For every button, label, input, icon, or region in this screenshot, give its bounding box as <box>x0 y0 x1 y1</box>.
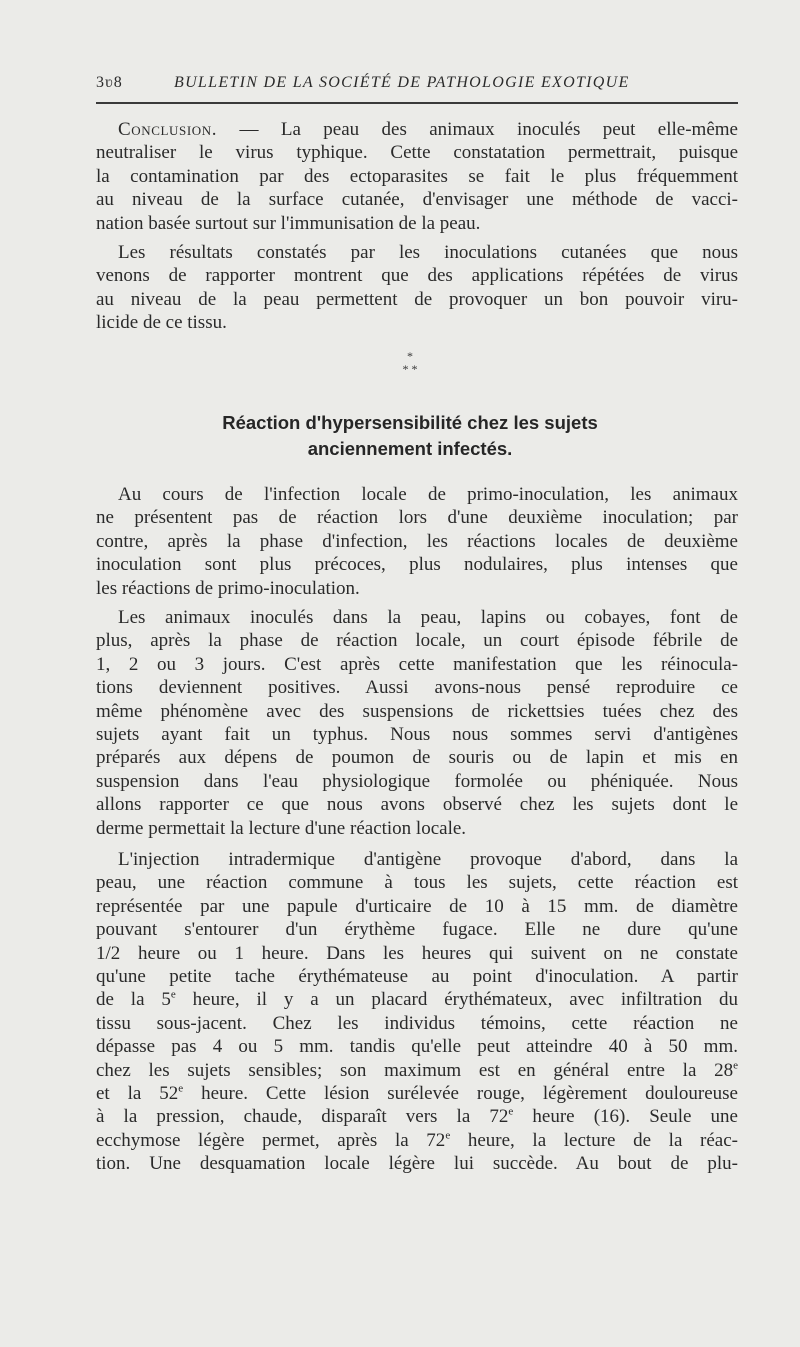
text-line: préparés aux dépens de poumon de souris ou de lapin et mis en <box>96 747 738 769</box>
text-line: Au cours de l'infection locale de primo-inoculation, les animaux <box>118 484 738 505</box>
text-line: au niveau de la surface cutanée, d'envisager une méthode de vacci- <box>96 189 738 211</box>
text-line <box>96 118 738 141</box>
asterism-bottom: * * <box>402 362 418 376</box>
text-line: même phénomène avec des suspensions de rickettsies tuées chez des <box>96 700 738 722</box>
text-line: dépasse pas 4 ou 5 mm. tandis qu'elle peut atteindre 40 à 50 mm. <box>96 1036 738 1058</box>
text-line: nation basée surtout sur l'immunisation de la peau. <box>96 212 481 234</box>
ordinal-superscript: e <box>178 1082 184 1095</box>
page-number: 3ʋ8 <box>96 74 123 91</box>
text-line: allons rapporter ce que nous avons observé chez les sujets dont le <box>96 794 738 816</box>
heading-line: anciennement infectés. <box>307 438 513 459</box>
text-line: représentée par une papule d'urticaire de 10 à 15 mm. de diamètre <box>96 895 738 917</box>
text-line: plus, après la phase de réaction locale, un court épisode fébrile de <box>96 630 738 652</box>
text-line: contre, après la phase d'infection, les réactions locales de deuxième <box>96 530 738 552</box>
section-heading <box>150 410 670 462</box>
asterism-divider <box>380 350 440 382</box>
text-line: suspension dans l'eau physiologique formolée ou phéniquée. Nous <box>96 770 738 792</box>
journal-title: BULLETIN DE LA SOCIÉTÉ DE PATHOLOGIE EXOTIQUE <box>174 74 630 91</box>
text-line: venons de rapporter montrent que des applications répétées de virus <box>96 265 738 287</box>
conclusion-label: Conclusion. <box>118 119 218 140</box>
text-line: Les animaux inoculés dans la peau, lapins ou cobayes, font de <box>118 607 738 628</box>
running-head <box>96 74 736 98</box>
text-line: ne présentent pas de réaction lors d'une deuxième inoculation; par <box>96 507 738 529</box>
text-line: tion. Une desquamation locale légère lui succède. Au bout de plu- <box>96 1153 738 1175</box>
text-line <box>96 988 738 1011</box>
text-line: sujets ayant fait un typhus. Nous nous sommes servi d'antigènes <box>96 723 738 745</box>
injection-paragraph <box>96 848 738 1175</box>
ordinal-superscript: e <box>733 1059 738 1072</box>
text-fragment: ecchymose légère permet, après la 72 <box>96 1129 446 1151</box>
text-fragment: de la 5 <box>96 989 171 1011</box>
asterism-top: * <box>407 349 413 363</box>
text-line <box>96 1129 738 1152</box>
text-line: 1/2 heure ou 1 heure. Dans les heures qui suivent on ne constate <box>96 942 738 964</box>
text-line: qu'une petite tache érythémateuse au point d'inoculation. A partir <box>96 965 738 987</box>
text-line: licide de ce tissu. <box>96 312 227 334</box>
conclusion-paragraph <box>96 118 738 235</box>
text-line <box>96 1105 738 1128</box>
text-line: pouvant s'entourer d'un érythème fugace. Elle ne dure qu'une <box>96 919 738 941</box>
text-line: Les résultats constatés par les inoculations cutanées que nous <box>118 242 738 263</box>
text-line: neutraliser le virus typhique. Cette constatation permettrait, puisque <box>96 142 738 164</box>
text-line: tissu sous-jacent. Chez les individus témoins, cette réaction ne <box>96 1012 738 1034</box>
text-line <box>96 1059 738 1082</box>
text-fragment: à la pression, chaude, disparaît vers la 72 <box>96 1106 509 1128</box>
text-fragment: heure, il y a un placard érythémateux, avec infiltration du <box>175 989 738 1011</box>
text-line: tions deviennent positives. Aussi avons-nous pensé reproduire ce <box>96 677 738 699</box>
animals-paragraph <box>96 606 738 840</box>
results-paragraph <box>96 241 738 335</box>
text-fragment: et la 52 <box>96 1082 179 1104</box>
ordinal-superscript: e <box>508 1105 514 1118</box>
text-line: au niveau de la peau permettent de provoquer un bon pouvoir viru- <box>96 288 738 310</box>
text-fragment: heure, la lecture de la réac- <box>450 1129 738 1151</box>
text-line: la contamination par des ectoparasites se fait le plus fréquemment <box>96 165 738 187</box>
header-rule <box>96 102 738 104</box>
text-line: peau, une réaction commune à tous les sujets, cette réaction est <box>96 872 738 894</box>
ordinal-superscript: e <box>445 1129 451 1142</box>
text-line: 1, 2 ou 3 jours. C'est après cette manifestation que les réinocula- <box>96 653 738 675</box>
text-line: derme permettait la lecture d'une réaction locale. <box>96 817 467 839</box>
heading-line: Réaction d'hypersensibilité chez les sujets <box>222 412 598 433</box>
text-line: les réactions de primo-inoculation. <box>96 577 360 599</box>
infection-paragraph <box>96 483 738 600</box>
text-line: inoculation sont plus précoces, plus nodulaires, plus intenses que <box>96 554 738 576</box>
text-fragment: heure (16). Seule une <box>513 1106 738 1128</box>
text-fragment: heure. Cette lésion surélevée rouge, légèrement douloureuse <box>183 1082 738 1104</box>
text-line <box>96 1082 738 1105</box>
text-fragment: — La peau des animaux inoculés peut elle-même <box>217 119 738 140</box>
text-line: L'injection intradermique d'antigène provoque d'abord, dans la <box>118 849 738 870</box>
text-fragment: chez les sujets sensibles; son maximum est en général entre la 28 <box>96 1059 734 1081</box>
ordinal-superscript: e <box>170 989 176 1002</box>
